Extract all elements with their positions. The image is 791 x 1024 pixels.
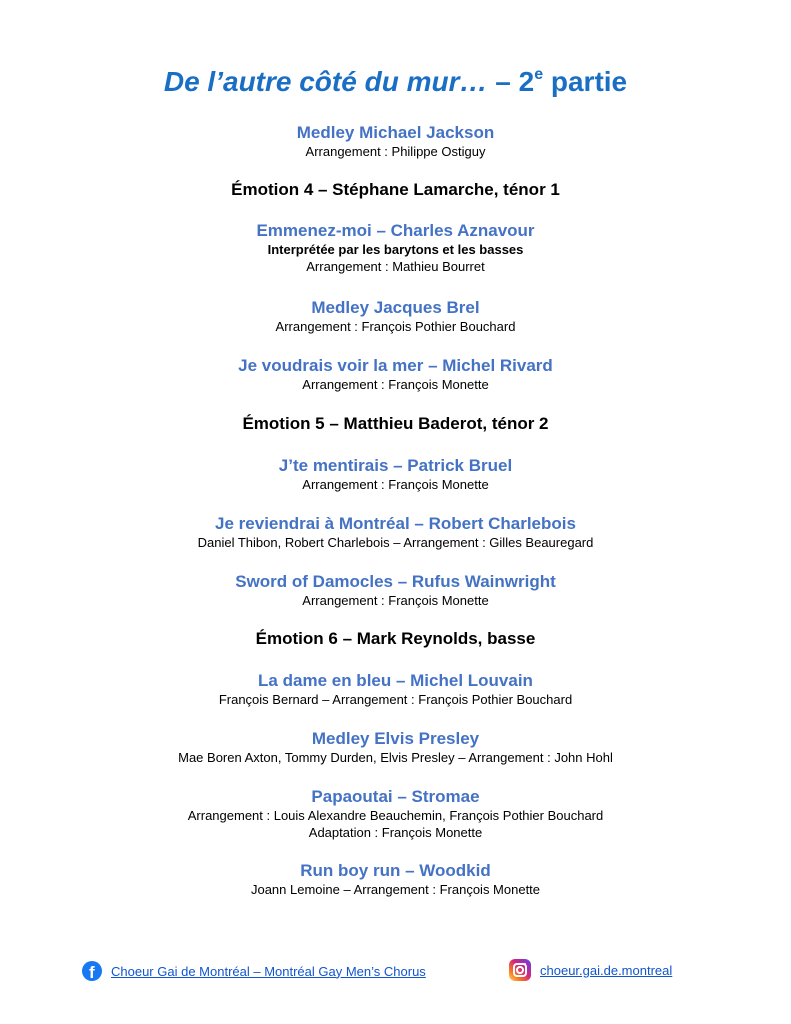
song-title: Papaoutai – Stromae (311, 787, 480, 806)
song-entry (0, 861, 791, 898)
emotion-entry (0, 414, 791, 434)
page-title (0, 64, 791, 100)
song-entry (0, 671, 791, 708)
title-superscript: e (534, 66, 544, 83)
emotion-entry (0, 629, 791, 649)
song-credit: Daniel Thibon, Robert Charlebois – Arrangement : Gilles Beauregard (197, 535, 594, 550)
instagram-link[interactable]: choeur.gai.de.montreal (540, 962, 673, 978)
song-title: Sword of Damocles – Rufus Wainwright (235, 572, 556, 591)
song-title: Run boy run – Woodkid (300, 861, 491, 880)
song-credit: Arrangement : François Pothier Bouchard (275, 319, 516, 334)
song-title: La dame en bleu – Michel Louvain (258, 671, 533, 690)
song-credit: Interprétée par les barytons et les basses (267, 242, 524, 257)
song-title: J’te mentirais – Patrick Bruel (278, 456, 513, 475)
emotion-title: Émotion 6 – Mark Reynolds, basse (255, 629, 536, 648)
song-title: Medley Elvis Presley (311, 729, 480, 748)
song-credit: Adaptation : François Monette (308, 825, 483, 840)
facebook-icon: f (82, 961, 102, 981)
song-credit: François Bernard – Arrangement : François Pothier Bouchard (218, 692, 573, 707)
song-entry (0, 787, 791, 841)
emotion-title: Émotion 4 – Stéphane Lamarche, ténor 1 (231, 180, 560, 199)
song-entry (0, 123, 791, 160)
title-rest: partie (543, 66, 628, 97)
title-sep: – 2 (487, 66, 535, 97)
footer-instagram[interactable] (509, 959, 672, 981)
song-credit: Arrangement : Louis Alexandre Beauchemin, François Pothier Bouchard (187, 808, 604, 823)
title-italic: De l’autre côté du mur… (163, 66, 488, 97)
song-credit: Arrangement : Mathieu Bourret (306, 259, 485, 274)
song-entry (0, 729, 791, 766)
song-credit: Arrangement : François Monette (302, 593, 489, 608)
song-entry (0, 514, 791, 551)
footer-facebook[interactable] (82, 961, 426, 981)
song-entry (0, 572, 791, 609)
song-credit: Arrangement : François Monette (302, 477, 489, 492)
song-entry (0, 221, 791, 275)
song-title: Je voudrais voir la mer – Michel Rivard (238, 356, 553, 375)
facebook-link[interactable]: Choeur Gai de Montréal – Montréal Gay Men’s Chorus (111, 963, 426, 979)
emotion-entry (0, 180, 791, 200)
song-title: Emmenez-moi – Charles Aznavour (256, 221, 535, 240)
song-credit: Joann Lemoine – Arrangement : François Monette (250, 882, 541, 897)
song-credit: Mae Boren Axton, Tommy Durden, Elvis Presley – Arrangement : John Hohl (178, 750, 613, 765)
song-entry (0, 356, 791, 393)
emotion-title: Émotion 5 – Matthieu Baderot, ténor 2 (242, 414, 549, 433)
song-entry (0, 298, 791, 335)
song-title: Je reviendrai à Montréal – Robert Charlebois (215, 514, 576, 533)
song-title: Medley Michael Jackson (296, 123, 495, 142)
song-entry (0, 456, 791, 493)
song-credit: Arrangement : Philippe Ostiguy (305, 144, 486, 159)
song-credit: Arrangement : François Monette (302, 377, 489, 392)
song-title: Medley Jacques Brel (311, 298, 480, 317)
instagram-icon (509, 959, 531, 981)
